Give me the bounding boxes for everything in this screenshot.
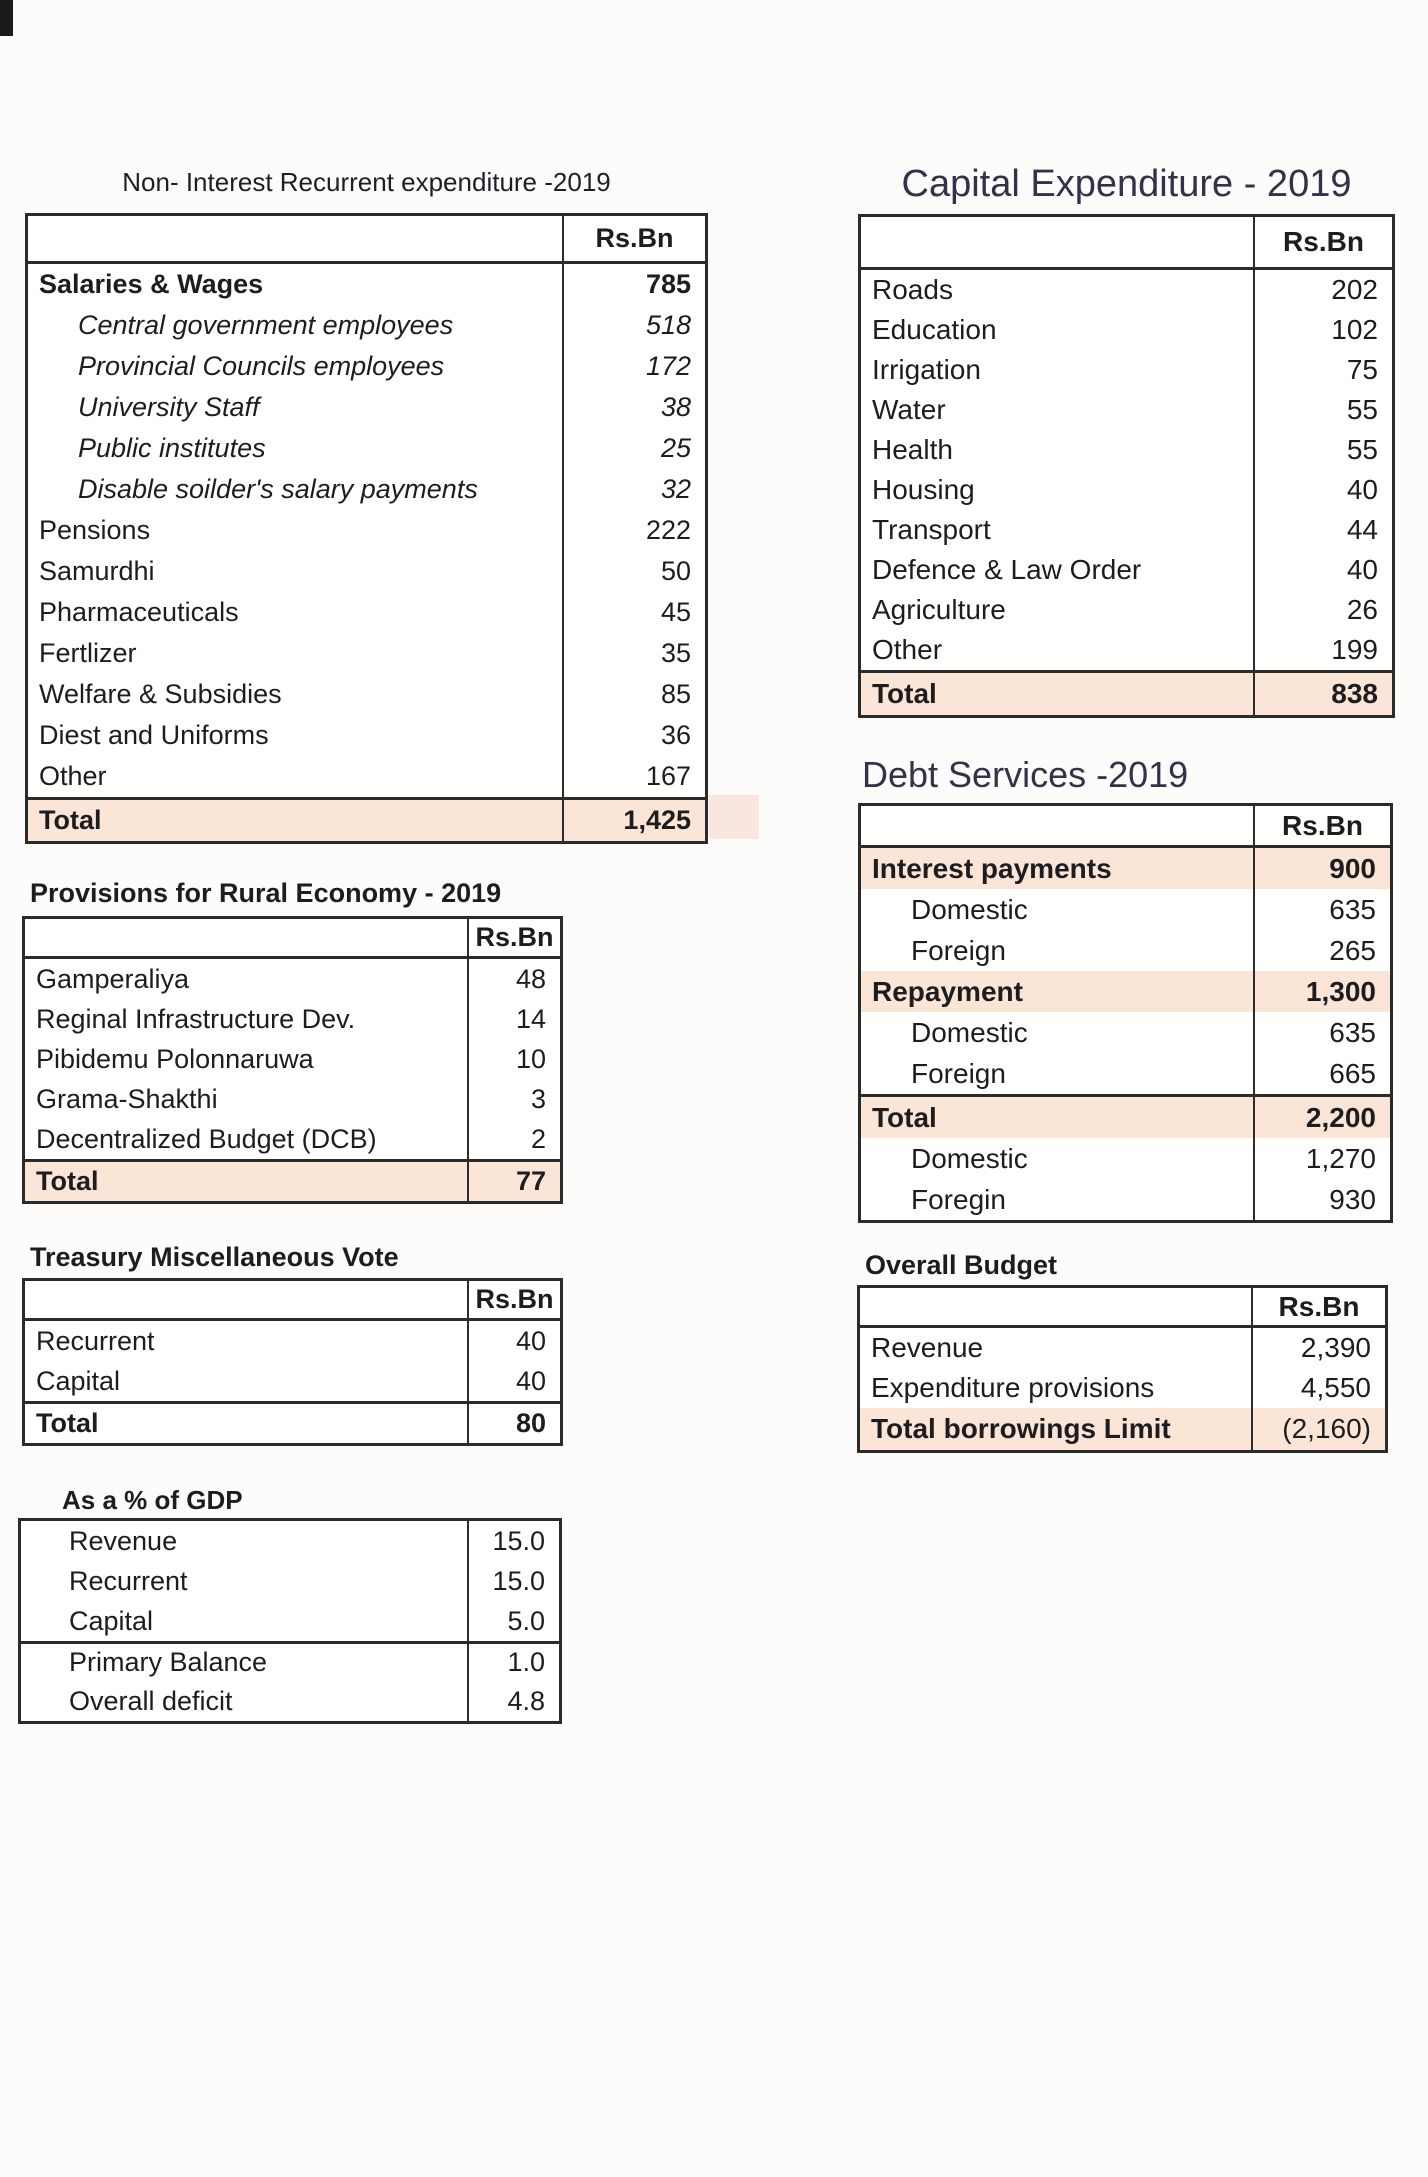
row-value-cell: 50 [660, 556, 691, 586]
row-value-cell: 202 [1331, 274, 1378, 305]
table-row [861, 670, 1392, 715]
row-value-cell: 40 [515, 1365, 546, 1396]
row-value-cell: 80 [515, 1408, 546, 1438]
row-value-cell: 40 [1346, 554, 1378, 585]
table-row [861, 889, 1390, 930]
table-row [28, 797, 705, 841]
row-label-cell: Samurdhi [28, 551, 564, 592]
row-label-cell: Foregin [861, 1179, 1255, 1220]
table-title-non-interest-recurrent: Non- Interest Recurrent expenditure -2019 [122, 167, 611, 197]
row-value-cell: 1.0 [507, 1647, 545, 1677]
table-row [28, 469, 705, 510]
table-row [25, 1119, 560, 1159]
section-gdp-percentages [18, 1484, 562, 1724]
row-label-cell: Agriculture [861, 590, 1255, 630]
header-empty-cell [28, 216, 564, 261]
row-value-cell: 3 [530, 1083, 546, 1114]
row-label-cell: Grama-Shakthi [25, 1079, 469, 1119]
row-value-cell: 4,550 [1300, 1372, 1371, 1403]
row-label-cell: Pharmaceuticals [28, 592, 564, 633]
row-value-cell: 36 [660, 720, 691, 750]
row-label-cell: Pensions [28, 510, 564, 551]
table-row [28, 756, 705, 797]
row-value-cell: 77 [515, 1166, 546, 1196]
row-label-cell: Revenue [21, 1521, 469, 1561]
row-label-cell: Defence & Law Order [861, 550, 1255, 590]
table-row [861, 550, 1392, 590]
table-row [21, 1561, 559, 1601]
row-value-cell: (2,160) [1282, 1413, 1371, 1444]
section-rural-economy [22, 876, 563, 1204]
table-row [28, 633, 705, 674]
row-value-cell: 900 [1329, 852, 1376, 884]
unit-header-cell: Rs.Bn [595, 223, 674, 253]
table-row [860, 1368, 1385, 1408]
row-label-cell: Fertlizer [28, 633, 564, 674]
row-label-cell: Other [861, 630, 1255, 670]
header-empty-cell [25, 1281, 469, 1318]
row-label-cell: Water [861, 390, 1255, 430]
table-non-interest-recurrent [25, 213, 708, 844]
row-value-cell: 40 [1346, 474, 1378, 505]
table-row [861, 470, 1392, 510]
table-row [861, 848, 1390, 889]
unit-header-cell: Rs.Bn [1282, 809, 1363, 841]
header-empty-cell [860, 1288, 1253, 1325]
table-row [28, 674, 705, 715]
table-row [861, 350, 1392, 390]
section-treasury-misc-vote [22, 1240, 563, 1446]
row-label-cell: Domestic [861, 1138, 1255, 1179]
table-row [861, 590, 1392, 630]
table-header-row [28, 216, 705, 264]
row-label-cell: Capital [25, 1361, 469, 1401]
row-value-cell: 32 [660, 474, 691, 504]
row-value-cell: 172 [645, 351, 691, 381]
row-value-cell: 85 [660, 679, 691, 709]
row-value-cell: 5.0 [507, 1605, 545, 1636]
row-value-cell: 102 [1331, 314, 1378, 345]
row-label-cell: Domestic [861, 1012, 1255, 1053]
table-header-row [861, 806, 1390, 848]
row-label-cell: Provincial Councils employees [28, 346, 564, 387]
section-capital-expenditure [858, 160, 1395, 718]
table-treasury-misc-vote [22, 1278, 563, 1446]
row-value-cell: 55 [1346, 394, 1378, 425]
row-label-cell: Total borrowings Limit [860, 1408, 1253, 1450]
table-header-row [860, 1288, 1385, 1328]
section-non-interest-recurrent [25, 165, 708, 844]
table-row [25, 1321, 560, 1361]
row-label-cell: Roads [861, 270, 1255, 310]
row-value-cell: 48 [515, 963, 546, 994]
unit-header-cell: Rs.Bn [475, 1284, 554, 1314]
row-value-cell: 4.8 [507, 1685, 545, 1716]
row-label-cell: Housing [861, 470, 1255, 510]
row-label-cell: Total [28, 800, 564, 841]
row-value-cell: 44 [1346, 514, 1378, 545]
table-row [28, 428, 705, 469]
header-empty-cell [861, 217, 1255, 267]
unit-header-cell: Rs.Bn [475, 922, 554, 952]
table-row [861, 390, 1392, 430]
table-title-gdp-percentages: As a % of GDP [62, 1485, 243, 1515]
row-label-cell: Pibidemu Polonnaruwa [25, 1039, 469, 1079]
table-row [25, 1361, 560, 1401]
table-row [861, 1012, 1390, 1053]
table-title-treasury-misc-vote: Treasury Miscellaneous Vote [30, 1242, 399, 1272]
row-value-cell: 265 [1329, 934, 1376, 966]
table-row [860, 1328, 1385, 1368]
header-empty-cell [861, 806, 1255, 845]
row-value-cell: 2,200 [1305, 1101, 1376, 1133]
row-label-cell: Total [861, 1097, 1255, 1138]
section-overall-budget [857, 1248, 1388, 1453]
table-row [861, 1138, 1390, 1179]
table-row [25, 1039, 560, 1079]
row-label-cell: Gamperaliya [25, 959, 469, 999]
table-rural-economy [22, 916, 563, 1204]
row-value-cell: 1,425 [623, 805, 691, 835]
unit-header-cell: Rs.Bn [1283, 226, 1364, 257]
row-label-cell: University Staff [28, 387, 564, 428]
row-value-cell: 25 [660, 433, 691, 463]
row-label-cell: Health [861, 430, 1255, 470]
table-title-debt-services: Debt Services -2019 [862, 754, 1189, 795]
row-label-cell: Disable soilder's salary payments [28, 469, 564, 510]
row-label-cell: Primary Balance [21, 1644, 469, 1681]
row-value-cell: 2 [530, 1123, 546, 1154]
table-row [28, 346, 705, 387]
row-value-cell: 55 [1346, 434, 1378, 465]
table-gdp-percentages [18, 1518, 562, 1724]
row-label-cell: Reginal Infrastructure Dev. [25, 999, 469, 1039]
row-value-cell: 518 [645, 310, 691, 340]
table-title-rural-economy: Provisions for Rural Economy - 2019 [30, 878, 502, 908]
table-row [21, 1521, 559, 1561]
table-row [860, 1408, 1385, 1450]
table-row [861, 510, 1392, 550]
row-value-cell: 1,300 [1305, 975, 1376, 1007]
table-header-row [25, 919, 560, 959]
table-row [861, 630, 1392, 670]
row-label-cell: Domestic [861, 889, 1255, 930]
table-row [861, 270, 1392, 310]
table-row [21, 1601, 559, 1641]
table-capital-expenditure [858, 214, 1395, 718]
row-value-cell: 1,270 [1305, 1142, 1376, 1174]
table-row [28, 551, 705, 592]
row-value-cell: 2,390 [1300, 1332, 1371, 1363]
table-row [25, 1401, 560, 1443]
row-label-cell: Salaries & Wages [28, 264, 564, 305]
row-label-cell: Public institutes [28, 428, 564, 469]
row-value-cell: 14 [515, 1003, 546, 1034]
row-value-cell: 10 [515, 1043, 546, 1074]
table-row [28, 592, 705, 633]
table-row [25, 1159, 560, 1201]
table-row [28, 305, 705, 346]
row-value-cell: 635 [1329, 1016, 1376, 1048]
row-value-cell: 930 [1329, 1183, 1376, 1215]
table-row [28, 715, 705, 756]
table-row [861, 930, 1390, 971]
row-label-cell: Decentralized Budget (DCB) [25, 1119, 469, 1159]
row-value-cell: 45 [660, 597, 691, 627]
row-value-cell: 15.0 [492, 1525, 545, 1556]
table-header-row [25, 1281, 560, 1321]
section-debt-services [858, 752, 1393, 1223]
row-label-cell: Revenue [860, 1328, 1253, 1368]
row-value-cell: 75 [1346, 354, 1378, 385]
row-label-cell: Total [861, 673, 1255, 715]
table-row [21, 1641, 559, 1681]
row-value-cell: 38 [660, 392, 691, 422]
row-label-cell: Recurrent [21, 1561, 469, 1601]
row-label-cell: Other [28, 756, 564, 797]
row-value-cell: 26 [1346, 594, 1378, 625]
row-value-cell: 838 [1331, 678, 1378, 709]
row-label-cell: Recurrent [25, 1321, 469, 1361]
row-value-cell: 40 [515, 1325, 546, 1356]
row-label-cell: Expenditure provisions [860, 1368, 1253, 1408]
row-value-cell: 15.0 [492, 1565, 545, 1596]
row-label-cell: Total [25, 1404, 469, 1443]
row-value-cell: 35 [660, 638, 691, 668]
table-row [861, 310, 1392, 350]
row-label-cell: Education [861, 310, 1255, 350]
table-row [861, 1053, 1390, 1094]
table-row [21, 1681, 559, 1721]
row-label-cell: Repayment [861, 971, 1255, 1012]
table-row [861, 1179, 1390, 1220]
row-label-cell: Transport [861, 510, 1255, 550]
row-label-cell: Foreign [861, 1053, 1255, 1094]
row-label-cell: Total [25, 1162, 469, 1201]
table-debt-services [858, 803, 1393, 1223]
row-label-cell: Irrigation [861, 350, 1255, 390]
row-label-cell: Diest and Uniforms [28, 715, 564, 756]
highlight-bleed-artifact [709, 795, 759, 839]
row-value-cell: 785 [645, 269, 691, 299]
row-value-cell: 635 [1329, 893, 1376, 925]
table-row [28, 510, 705, 551]
row-label-cell: Capital [21, 1601, 469, 1641]
table-row [25, 959, 560, 999]
row-value-cell: 167 [645, 761, 691, 791]
table-overall-budget [857, 1285, 1388, 1453]
row-label-cell: Interest payments [861, 848, 1255, 889]
table-title-capital-expenditure: Capital Expenditure - 2019 [901, 163, 1352, 205]
row-value-cell: 665 [1329, 1057, 1376, 1089]
row-label-cell: Foreign [861, 930, 1255, 971]
row-value-cell: 199 [1331, 634, 1378, 665]
table-row [861, 430, 1392, 470]
table-title-overall-budget: Overall Budget [865, 1250, 1058, 1280]
row-label-cell: Central government employees [28, 305, 564, 346]
unit-header-cell: Rs.Bn [1278, 1290, 1360, 1322]
row-label-cell: Welfare & Subsidies [28, 674, 564, 715]
table-row [28, 264, 705, 305]
table-header-row [861, 217, 1392, 270]
table-row [861, 971, 1390, 1012]
table-row [28, 387, 705, 428]
row-value-cell: 222 [645, 515, 691, 545]
scan-corner-artifact [0, 0, 13, 36]
header-empty-cell [25, 919, 469, 956]
table-row [25, 999, 560, 1039]
row-label-cell: Overall deficit [21, 1681, 469, 1721]
table-row [861, 1094, 1390, 1138]
table-row [25, 1079, 560, 1119]
